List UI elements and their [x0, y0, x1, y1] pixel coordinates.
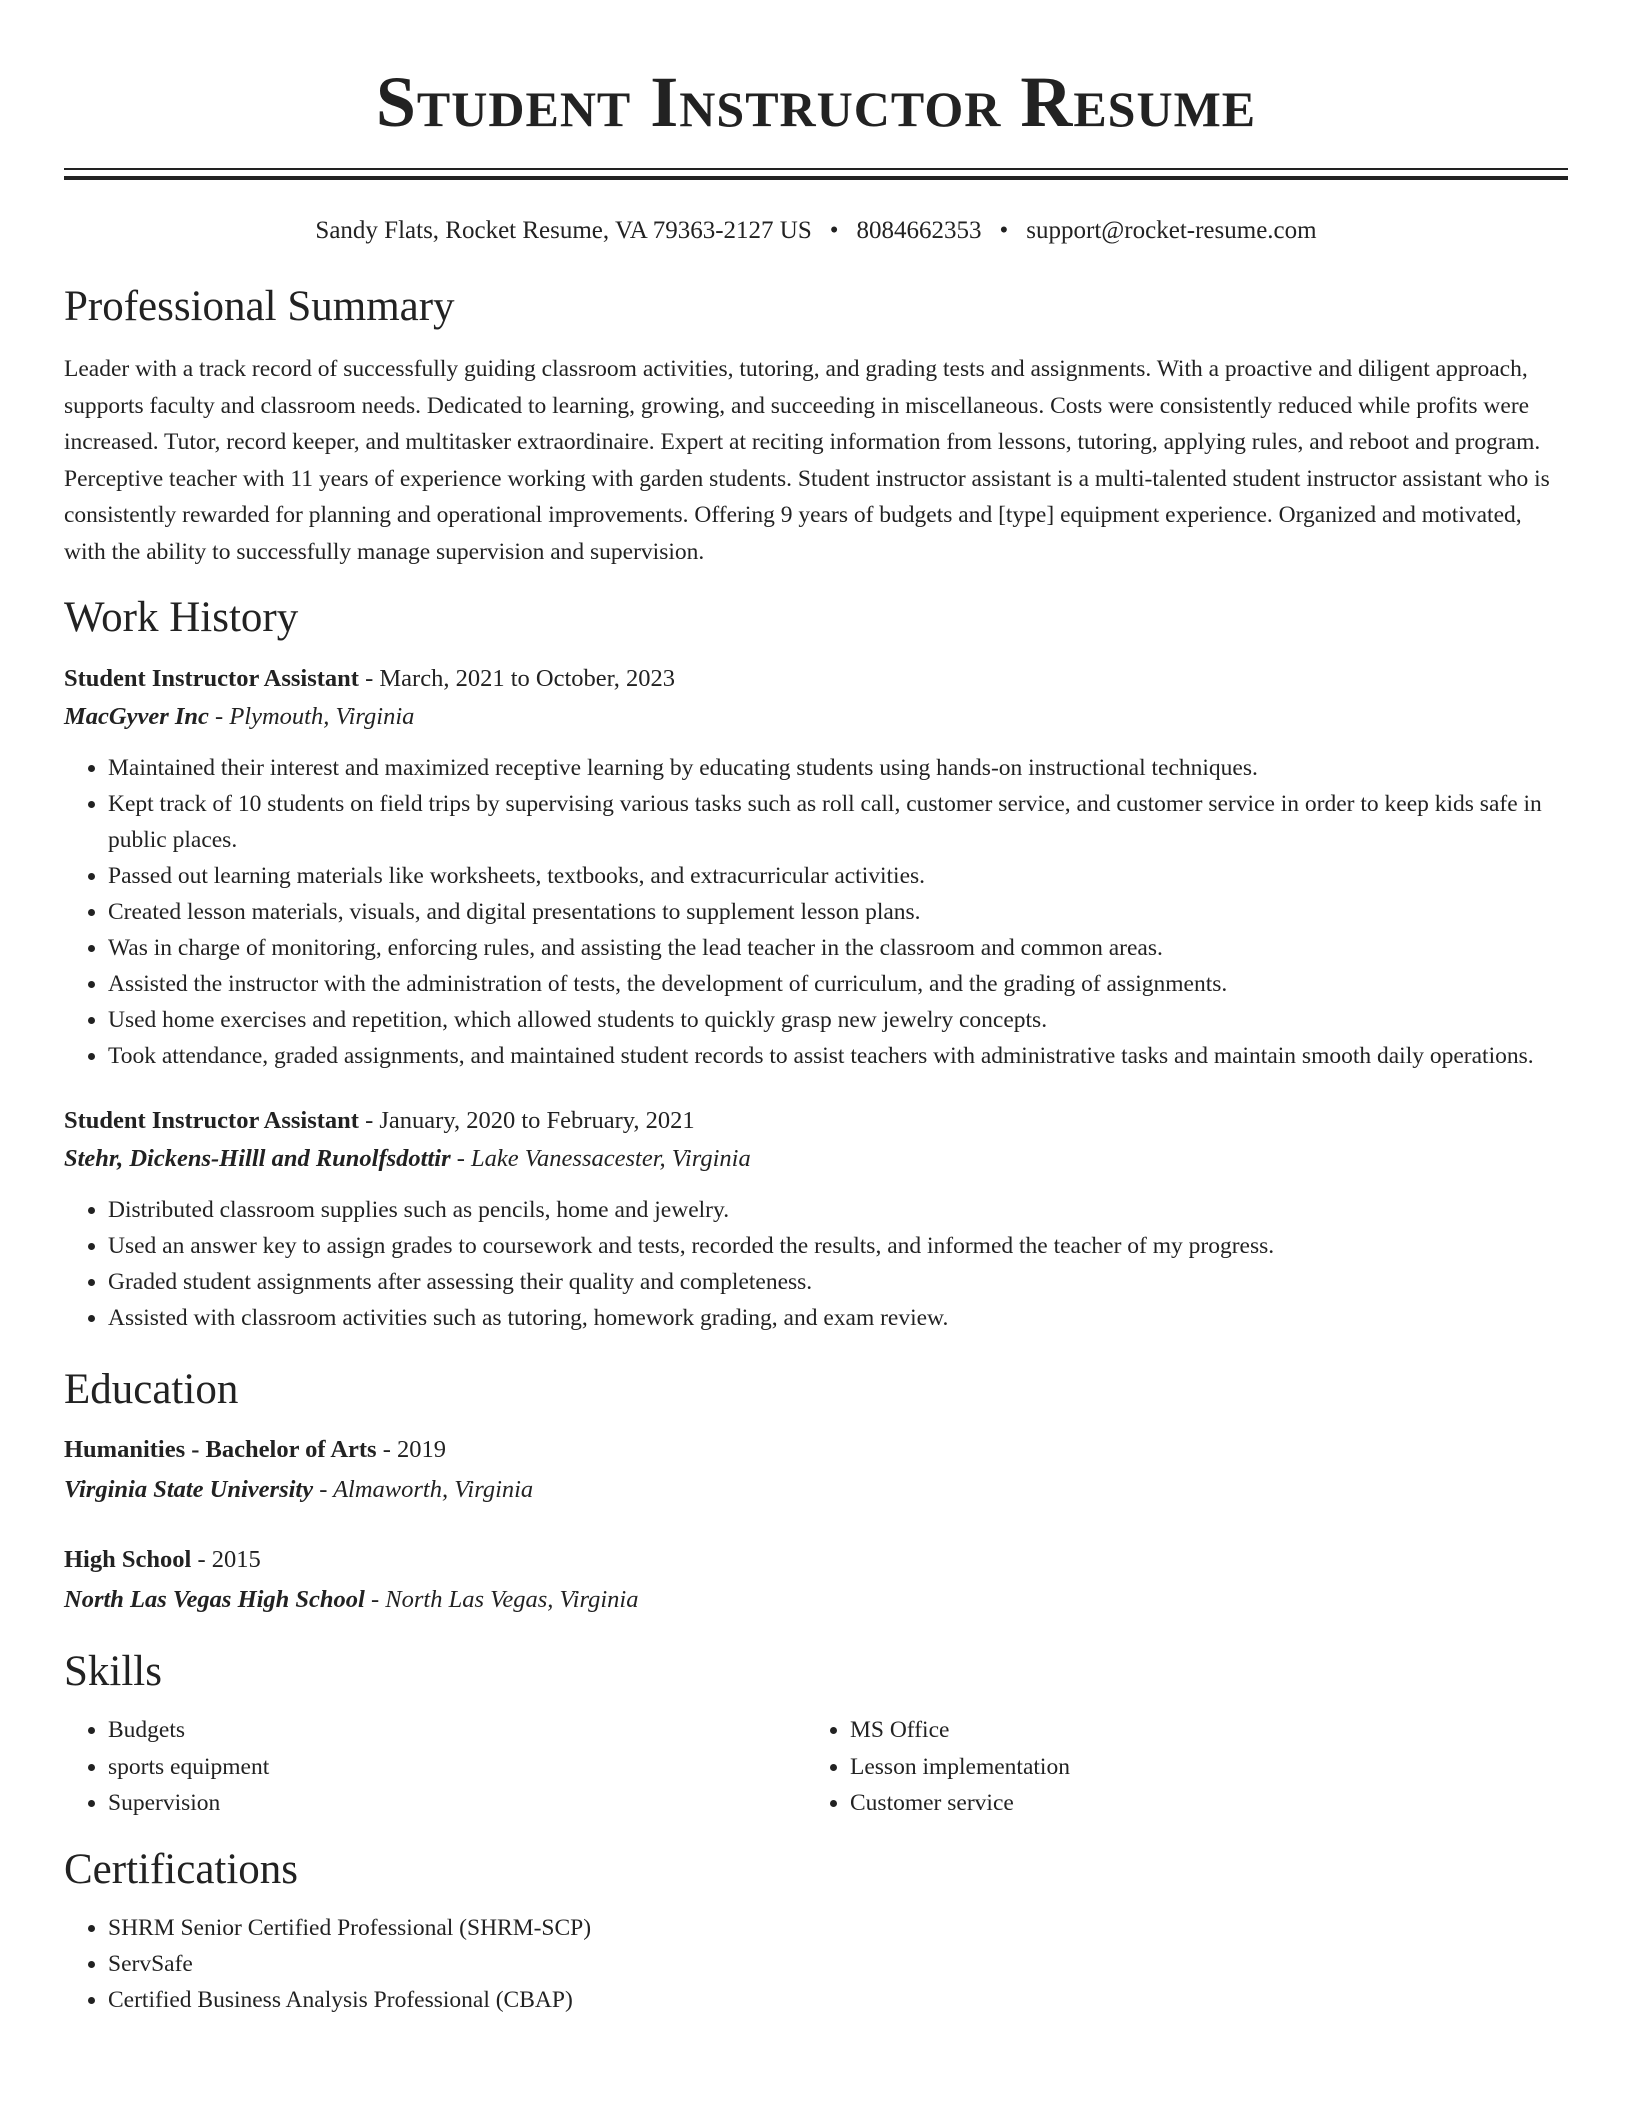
job-bullet: • Was in charge of monitoring, enforcing rules, and assisting the lead teacher in the classroom and common areas. — [108, 930, 1568, 966]
job-bullet: • Passed out learning materials like worksheets, textbooks, and extracurricular activities. — [108, 858, 1568, 894]
title-divider — [64, 168, 1568, 181]
job-bullet: • Assisted the instructor with the administration of tests, the development of curriculum, and the grading of assignments. — [108, 966, 1568, 1002]
job-dates: - January, 2020 to February, 2021 — [358, 1107, 695, 1134]
contact-address: Sandy Flats, Rocket Resume, VA 79363-2127 US — [315, 217, 812, 244]
resume-title: Student Instructor Resume — [375, 62, 1257, 142]
job-company: MacGyver Inc — [64, 703, 209, 730]
education-year: - 2015 — [191, 1546, 261, 1573]
education-degree-line — [64, 1430, 1568, 1470]
certifications-heading: Certifications — [64, 1845, 299, 1893]
contact-phone: 8084662353 — [856, 217, 982, 244]
education-school-line — [64, 1470, 1568, 1510]
education-school: North Las Vegas High School — [64, 1586, 365, 1613]
job-entry — [64, 1102, 1568, 1336]
contact-email: support@rocket-resume.com — [1026, 217, 1317, 244]
skills-heading: Skills — [64, 1648, 162, 1695]
job-bullets — [64, 750, 1568, 1074]
work-history-heading: Work History — [64, 594, 299, 641]
education-degree: High School — [64, 1546, 192, 1573]
education-degree: Humanities - Bachelor of Arts — [64, 1436, 377, 1463]
job-bullet: • Maintained their interest and maximized receptive learning by educating students using hands-on instructional techniques. — [108, 750, 1568, 786]
certification-item: • ServSafe — [108, 1946, 1568, 1982]
education-school-line — [64, 1580, 1568, 1620]
certifications-list — [64, 1910, 1568, 2018]
skills-column-right — [806, 1712, 1548, 1822]
job-bullet: • Used an answer key to assign grades to coursework and tests, recorded the results, and informed the teacher of my progress. — [108, 1228, 1568, 1264]
education-school: Virginia State University — [64, 1476, 314, 1503]
skill-item: • sports equipment — [108, 1749, 806, 1786]
job-title-line — [64, 660, 1568, 698]
education-entry — [64, 1540, 1568, 1620]
skill-item: • MS Office — [850, 1712, 1548, 1749]
skill-item: • Customer service — [850, 1785, 1548, 1822]
summary-heading: Professional Summary — [64, 283, 455, 330]
skill-item: • Lesson implementation — [850, 1749, 1548, 1786]
job-entry — [64, 660, 1568, 1074]
job-company-line — [64, 698, 1568, 736]
skill-item: • Budgets — [108, 1712, 806, 1749]
job-title-line — [64, 1102, 1568, 1140]
job-bullet: • Assisted with classroom activities such as tutoring, homework grading, and exam review. — [108, 1300, 1568, 1336]
job-bullet: • Graded student assignments after assessing their quality and completeness. — [108, 1264, 1568, 1300]
education-year: - 2019 — [376, 1436, 447, 1463]
education-heading: Education — [64, 1366, 239, 1413]
job-location: - Lake Vanessacester, Virginia — [450, 1145, 751, 1172]
job-dates: - March, 2021 to October, 2023 — [358, 665, 676, 692]
contact-line — [64, 213, 1568, 249]
contact-separator: • — [999, 217, 1009, 244]
skill-item: • Supervision — [108, 1785, 806, 1822]
job-bullet: • Used home exercises and repetition, which allowed students to quickly grasp new jewelry concepts. — [108, 1002, 1568, 1038]
divider-thick-line — [64, 176, 1568, 180]
education-location: - Almaworth, Virginia — [313, 1476, 534, 1503]
job-title: Student Instructor Assistant — [64, 665, 359, 692]
education-location: - North Las Vegas, Virginia — [364, 1586, 639, 1613]
education-entry — [64, 1430, 1568, 1510]
job-bullet: • Kept track of 10 students on field trips by supervising various tasks such as roll call, customer service, and customer service in order to keep kids safe in public places. — [108, 786, 1568, 858]
certification-item: • SHRM Senior Certified Professional (SHRM-SCP) — [108, 1910, 1568, 1946]
job-company: Stehr, Dickens-Hilll and Runolfsdottir — [64, 1145, 451, 1172]
education-degree-line — [64, 1540, 1568, 1580]
skills-column-left — [64, 1712, 806, 1822]
job-bullet: • Took attendance, graded assignments, and maintained student records to assist teachers with administrative tasks and maintain smooth daily operations. — [108, 1038, 1568, 1074]
job-title: Student Instructor Assistant — [64, 1107, 359, 1134]
job-location: - Plymouth, Virginia — [208, 703, 415, 730]
job-bullet: • Created lesson materials, visuals, and digital presentations to supplement lesson plans. — [108, 894, 1568, 930]
divider-thin-line — [64, 168, 1568, 170]
job-bullets — [64, 1192, 1568, 1336]
job-company-line — [64, 1140, 1568, 1178]
skills-grid — [64, 1712, 1568, 1822]
certification-item: • Certified Business Analysis Professional (CBAP) — [108, 1982, 1568, 2018]
summary-text: Leader with a track record of successfully guiding classroom activities, tutoring, and grading tests and assignments. With a proactive and diligent approach, supports faculty and classroom needs. Dedicated to learning, growing, and succeeding in miscellaneous. Costs were consistently reduced while profits were increased. Tutor, record keeper, and multitasker extraordinaire. Expert at reciting information from lessons, tutoring, applying rules, and reboot and program. Perceptive teacher with 11 years of experience working with garden students. Student instructor assistant is a multi-talented student instructor assistant who is consistently rewarded for planning and operational improvements. Offering 9 years of budgets and [type] equipment experience. Organized and motivated, with the ability to successfully manage supervision and supervision. — [64, 356, 1550, 565]
contact-separator: • — [829, 217, 839, 244]
job-bullet: • Distributed classroom supplies such as pencils, home and jewelry. — [108, 1192, 1568, 1228]
